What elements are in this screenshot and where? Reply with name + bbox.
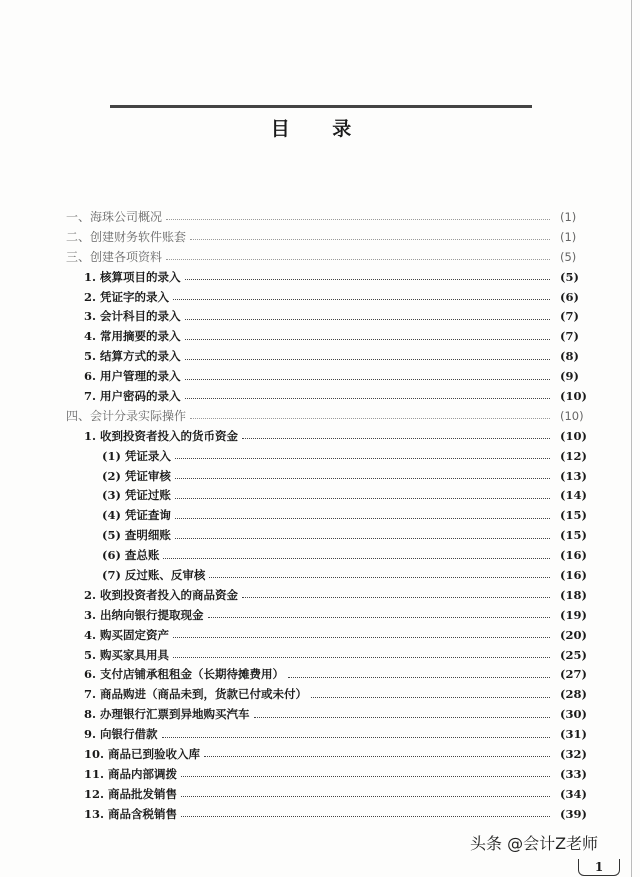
dot-leader: [166, 259, 550, 260]
toc-entry: [0, 525, 640, 545]
dot-leader: [242, 438, 550, 439]
toc-entry: [0, 227, 640, 247]
toc-entry-label: (5) 查明细账: [102, 527, 175, 543]
toc-entry-page: (14): [560, 488, 587, 503]
toc-entry-label: 9. 向银行借款: [84, 726, 162, 742]
toc-entry-page: (6): [560, 289, 579, 304]
toc-entry-label: 6. 用户管理的录入: [84, 368, 185, 384]
dot-leader: [190, 239, 550, 240]
toc-entry-label: (3) 凭证过账: [102, 487, 175, 503]
dot-leader: [173, 299, 550, 300]
toc-entry: [0, 625, 640, 645]
page-title: 目 录: [270, 118, 370, 140]
dot-leader: [209, 577, 550, 578]
toc-entry: [0, 426, 640, 446]
toc-entry: [0, 545, 640, 565]
toc-entry-page: (12): [560, 448, 587, 463]
toc-entry-page: (30): [560, 707, 587, 722]
dot-leader: [185, 279, 550, 280]
watermark: 头条 @会计Z老师: [470, 834, 599, 853]
title-rule: [110, 105, 532, 108]
toc-entry-page: (15): [560, 528, 587, 543]
toc-entry-label: 三、创建各项资料: [66, 248, 166, 265]
toc-entry: [0, 645, 640, 665]
toc-entry: [0, 764, 640, 784]
toc-entry: [0, 466, 640, 486]
dot-leader: [163, 558, 550, 559]
toc-entry-label: (7) 反过账、反审核: [102, 567, 209, 583]
toc-entry: [0, 287, 640, 307]
toc-entry: [0, 386, 640, 406]
dot-leader: [173, 637, 550, 638]
toc-entry-label: 11. 商品内部调拨: [84, 766, 181, 782]
toc-entry-page: (10): [560, 428, 587, 443]
dot-leader: [185, 379, 550, 380]
toc-entry: [0, 744, 640, 764]
toc-entry-label: 8. 办理银行汇票到异地购买汽车: [84, 706, 254, 722]
dot-leader: [288, 677, 550, 678]
toc-entry-page: (27): [560, 667, 587, 682]
toc-entry: [0, 684, 640, 704]
toc-entry: [0, 267, 640, 287]
dot-leader: [190, 418, 550, 419]
toc-entry-label: 3. 会计科目的录入: [84, 308, 185, 324]
toc-entry: [0, 505, 640, 525]
toc-entry-page: (19): [560, 607, 587, 622]
toc-entry-page: (33): [560, 766, 587, 781]
toc-entry-page: (16): [560, 548, 587, 563]
toc-entry-page: (5): [560, 249, 577, 264]
toc-entry-label: 7. 用户密码的录入: [84, 388, 185, 404]
toc-entry: [0, 247, 640, 267]
dot-leader: [185, 339, 550, 340]
dot-leader: [311, 697, 550, 698]
toc-entry-label: 1. 收到投资者投入的货币资金: [84, 428, 242, 444]
toc-entry-label: 二、创建财务软件账套: [66, 228, 190, 245]
toc-entry-label: (2) 凭证审核: [102, 468, 175, 484]
toc-entry-page: (31): [560, 727, 587, 742]
toc-entry: [0, 207, 640, 227]
toc-entry-page: (34): [560, 786, 587, 801]
dot-leader: [254, 717, 550, 718]
toc-entry: [0, 326, 640, 346]
toc-entry-label: 12. 商品批发销售: [84, 786, 181, 802]
table-of-contents: [0, 207, 640, 824]
toc-entry-label: 5. 结算方式的录入: [84, 348, 185, 364]
toc-entry-label: (6) 查总账: [102, 547, 163, 563]
toc-entry-page: (15): [560, 508, 587, 523]
toc-entry-page: (32): [560, 746, 587, 761]
toc-entry-page: (16): [560, 567, 587, 582]
dot-leader: [175, 498, 550, 499]
toc-entry: [0, 724, 640, 744]
toc-entry: [0, 485, 640, 505]
toc-entry-page: (1): [560, 229, 577, 244]
toc-entry-page: (7): [560, 329, 579, 344]
toc-entry-label: 4. 购买固定资产: [84, 627, 173, 643]
toc-entry-label: (1) 凭证录入: [102, 448, 175, 464]
dot-leader: [185, 319, 550, 320]
toc-entry-page: (25): [560, 647, 587, 662]
dot-leader: [181, 816, 550, 817]
toc-entry-label: 1. 核算项目的录入: [84, 269, 185, 285]
toc-entry: [0, 446, 640, 466]
toc-entry-label: 13. 商品含税销售: [84, 806, 181, 822]
dot-leader: [208, 617, 550, 618]
toc-entry: [0, 664, 640, 684]
toc-entry-page: (10): [560, 408, 584, 423]
toc-entry-page: (28): [560, 687, 587, 702]
toc-entry-page: (1): [560, 209, 577, 224]
toc-entry: [0, 366, 640, 386]
dot-leader: [185, 398, 550, 399]
page-number: 1: [578, 859, 620, 876]
toc-entry-label: 5. 购买家具用具: [84, 647, 173, 663]
dot-leader: [175, 478, 550, 479]
toc-entry-label: 2. 凭证字的录入: [84, 289, 173, 305]
toc-entry: [0, 565, 640, 585]
toc-entry-label: 7. 商品购进（商品未到，货款已付或未付）: [84, 686, 311, 702]
toc-entry: [0, 346, 640, 366]
dot-leader: [204, 756, 550, 757]
dot-leader: [162, 737, 550, 738]
toc-entry-page: (9): [560, 369, 579, 384]
dot-leader: [175, 538, 550, 539]
toc-entry-label: 4. 常用摘要的录入: [84, 328, 185, 344]
toc-entry: [0, 804, 640, 824]
toc-entry-label: 2. 收到投资者投入的商品资金: [84, 587, 242, 603]
toc-entry-label: 6. 支付店铺承租租金（长期待摊费用）: [84, 666, 288, 682]
toc-entry: [0, 306, 640, 326]
toc-entry: [0, 704, 640, 724]
toc-entry-page: (18): [560, 587, 587, 602]
toc-entry-label: 一、海珠公司概况: [66, 208, 166, 225]
toc-entry-page: (5): [560, 269, 579, 284]
toc-entry-page: (20): [560, 627, 587, 642]
toc-entry: [0, 406, 640, 426]
toc-entry-label: 3. 出纳向银行提取现金: [84, 607, 208, 623]
toc-entry-page: (39): [560, 806, 587, 821]
toc-entry: [0, 585, 640, 605]
toc-entry: [0, 784, 640, 804]
toc-entry-label: 四、会计分录实际操作: [66, 407, 190, 424]
toc-entry-page: (8): [560, 349, 579, 364]
toc-entry-label: (4) 凭证查询: [102, 507, 175, 523]
dot-leader: [185, 359, 550, 360]
dot-leader: [175, 458, 550, 459]
dot-leader: [181, 796, 550, 797]
toc-entry: [0, 605, 640, 625]
dot-leader: [175, 518, 550, 519]
toc-entry-page: (7): [560, 309, 579, 324]
dot-leader: [173, 657, 550, 658]
dot-leader: [181, 776, 550, 777]
toc-entry-page: (13): [560, 468, 587, 483]
toc-entry-label: 10. 商品已到验收入库: [84, 746, 204, 762]
toc-entry-page: (10): [560, 388, 587, 403]
dot-leader: [166, 219, 550, 220]
dot-leader: [242, 597, 550, 598]
